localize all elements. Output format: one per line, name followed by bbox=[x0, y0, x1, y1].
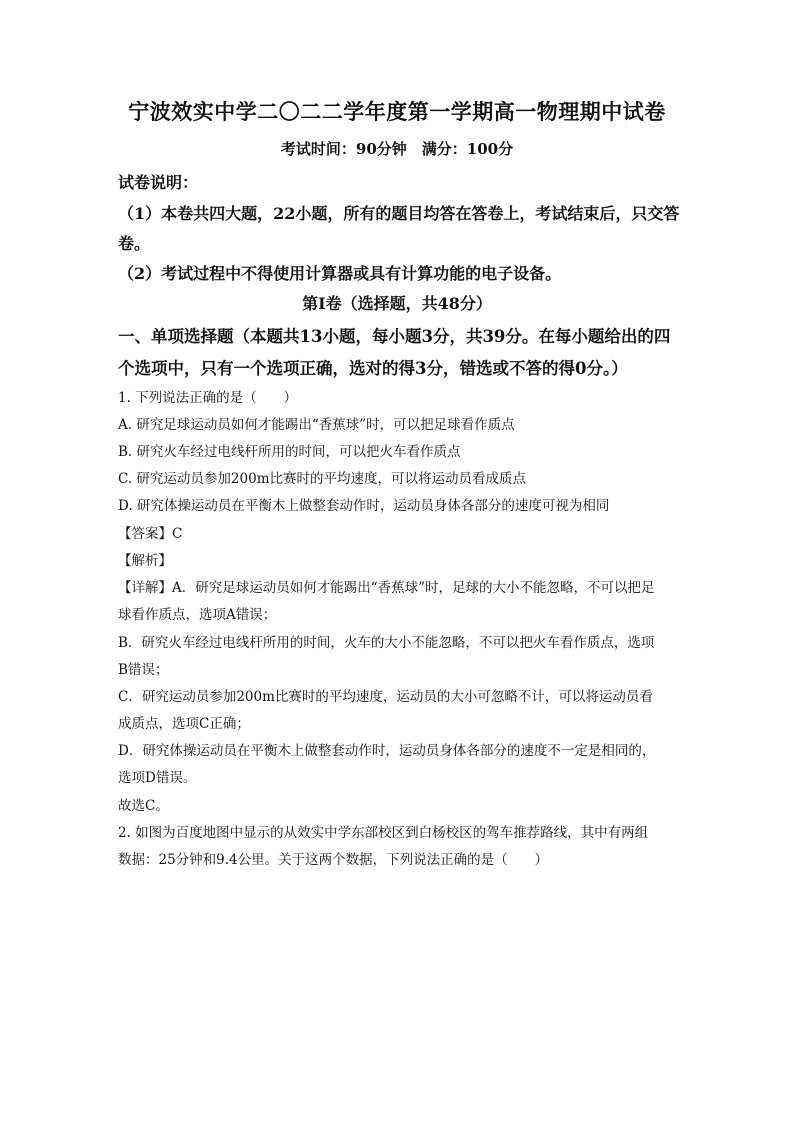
instruction-item-1-line-2: 卷。 bbox=[118, 234, 151, 253]
question-1-option-b: B. 研究火车经过电线杆所用的时间，可以把火车看作质点 bbox=[118, 444, 461, 460]
question-1-detail-line-5: C．研究运动员参加200m比赛时的平均速度，运动员的大小可忽略不计，可以将运动员看 bbox=[118, 689, 653, 705]
question-1-option-d: D. 研究体操运动员在平衡木上做整套动作时，运动员身体各部分的速度可视为相同 bbox=[118, 498, 610, 514]
part-one-heading-line-2: 个选项中，只有一个选项正确，选对的得3分，错选或不答的得0分。） bbox=[118, 359, 628, 378]
section-title: 第Ⅰ卷（选择题，共48分） bbox=[302, 294, 492, 313]
part-one-heading-line-1: 一、单项选择题（本题共13小题，每小题3分，共39分。在每小题给出的四 bbox=[118, 327, 671, 346]
question-1-detail-line-6: 成质点，选项C正确； bbox=[118, 716, 250, 732]
instruction-item-1-line-1: （1）本卷共四大题，22小题，所有的题目均答在答卷上，考试结束后，只交答 bbox=[118, 204, 680, 223]
page-title: 宁波效实中学二〇二二学年度第一学期高一物理期中试卷 bbox=[128, 99, 666, 124]
question-1-detail-line-8: 选项D错误。 bbox=[118, 770, 197, 786]
question-1-detail-line-7: D．研究体操运动员在平衡木上做整套动作时，运动员身体各部分的速度不一定是相同的， bbox=[118, 743, 656, 759]
question-2-stem-line-1: 2. 如图为百度地图中显示的从效实中学东部校区到白杨校区的驾车推荐路线，其中有两组 bbox=[118, 825, 649, 841]
question-1-analysis-heading: 【解析】 bbox=[118, 553, 172, 569]
question-1-detail-line-1: 【详解】A．研究足球运动员如何才能踢出“香蕉球”时，足球的大小不能忽略，不可以把足 bbox=[118, 580, 655, 596]
question-1-detail-line-2: 球看作质点，选项A错误； bbox=[118, 607, 277, 623]
instructions-heading: 试卷说明： bbox=[118, 173, 199, 192]
exam-info: 考试时间：90分钟 满分：100分 bbox=[280, 140, 514, 158]
question-1-detail-line-4: B错误； bbox=[118, 662, 169, 678]
question-1-option-a: A. 研究足球运动员如何才能踢出“香蕉球”时，可以把足球看作质点 bbox=[118, 417, 515, 433]
question-1-stem: 1. 下列说法正确的是（ ） bbox=[118, 390, 298, 406]
question-1-conclusion: 故选C。 bbox=[118, 798, 169, 814]
question-1-detail-line-3: B．研究火车经过电线杆所用的时间，火车的大小不能忽略，不可以把火车看作质点，选项 bbox=[118, 635, 655, 651]
question-2-stem-line-2: 数据：25分钟和9.4公里。关于这两个数据，下列说法正确的是（ ） bbox=[118, 852, 549, 868]
instruction-item-2: （2）考试过程中不得使用计算器或具有计算功能的电子设备。 bbox=[118, 264, 562, 283]
question-1-answer: 【答案】C bbox=[118, 526, 183, 542]
question-1-option-c: C. 研究运动员参加200m比赛时的平均速度，可以将运动员看成质点 bbox=[118, 471, 526, 487]
